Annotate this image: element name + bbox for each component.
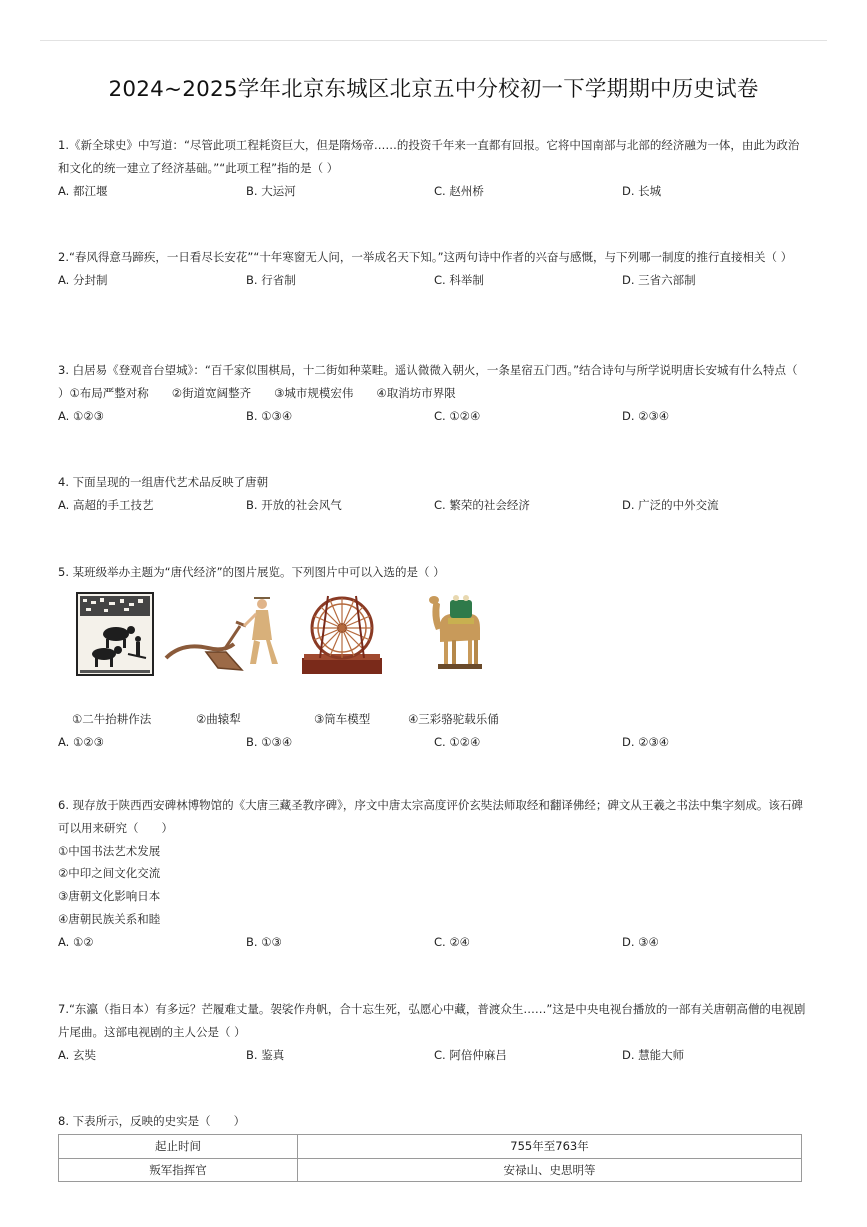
option-c[interactable]: C. ①②④ xyxy=(434,734,481,749)
option-row xyxy=(58,269,806,292)
option-b[interactable]: B. ①③ xyxy=(246,934,282,949)
option-row xyxy=(58,931,806,954)
picture-row xyxy=(58,588,806,706)
option-c[interactable]: C. 赵州桥 xyxy=(434,183,484,198)
sancai-camel-image xyxy=(420,592,496,676)
option-d[interactable]: D. ③④ xyxy=(622,934,659,949)
table-row xyxy=(59,1134,802,1158)
option-b[interactable]: B. 鉴真 xyxy=(246,1047,285,1062)
option-c[interactable]: C. 繁荣的社会经济 xyxy=(434,497,530,512)
history-table xyxy=(58,1134,802,1183)
question-4 xyxy=(58,471,806,517)
page-title: 2024~2025学年北京东城区北京五中分校初一下学期期中历史试卷 xyxy=(108,77,759,102)
option-b[interactable]: B. 开放的社会风气 xyxy=(246,497,342,512)
table-cell: 755年至763年 xyxy=(298,1134,802,1158)
question-1 xyxy=(58,134,806,203)
question-stem: 2.“春风得意马蹄疾，一日看尽长安花”“十年寒窗无人问，一举成名天下知。”这两句诗中作者的兴奋与感慨，与下列哪一制度的推行直接相关（ ） xyxy=(58,250,793,264)
option-a[interactable]: A. ①②③ xyxy=(58,734,104,749)
option-d[interactable]: D. 广泛的中外交流 xyxy=(622,497,719,512)
statement-item: ②中印之间文化交流 xyxy=(58,866,161,881)
question-stem: 7.“东瀛（指日本）有多远？芒履难丈量。袈裟作舟帆，合十忘生死，弘愿心中藏，普渡众生……”这是中央电视台播放的一部有关唐朝高僧的电视剧片尾曲。这部电视剧的主人公是（ ） xyxy=(58,1002,806,1039)
option-c[interactable]: C. 科举制 xyxy=(434,272,484,287)
option-row xyxy=(58,405,806,428)
option-d[interactable]: D. 慧能大师 xyxy=(622,1047,685,1062)
picture-label: ④三彩骆驼载乐俑 xyxy=(408,711,499,726)
picture-label: ③筒车模型 xyxy=(314,711,371,726)
option-row xyxy=(58,494,806,517)
picture-label: ①二牛抬耕作法 xyxy=(72,711,152,726)
option-b[interactable]: B. ①③④ xyxy=(246,734,293,749)
option-b[interactable]: B. 行省制 xyxy=(246,272,296,287)
option-row xyxy=(58,180,806,203)
option-c[interactable]: C. 阿倍仲麻吕 xyxy=(434,1047,507,1062)
question-stem: 5. 某班级举办主题为“唐代经济”的图片展览。下列图片中可以入选的是（ ） xyxy=(58,565,445,579)
option-a[interactable]: A. ①② xyxy=(58,934,94,949)
question-stem: 6. 现存放于陕西西安碑林博物馆的《大唐三藏圣教序碑》，序文中唐太宗高度评价玄奘法师取经和翻译佛经；碑文从王羲之书法中集字刻成。该石碑可以用来研究（ ） xyxy=(58,798,803,835)
question-5 xyxy=(58,561,806,754)
statement-item: ③唐朝文化影响日本 xyxy=(58,889,161,904)
option-a[interactable]: A. 玄奘 xyxy=(58,1047,96,1062)
table-cell: 叛军指挥官 xyxy=(59,1158,298,1182)
picture-label-row xyxy=(58,708,806,731)
top-divider xyxy=(40,40,827,41)
question-3 xyxy=(58,359,806,428)
option-row xyxy=(58,1044,806,1067)
table-cell: 起止时间 xyxy=(59,1134,298,1158)
question-stem: 1.《新全球史》中写道：“尽管此项工程耗资巨大，但是隋炀帝……的投资千年来一直都有回报。它将中国南部与北部的经济融为一体，由此为政治和文化的统一建立了经济基础。”“此项工程”指的是（ ） xyxy=(58,138,800,175)
question-8 xyxy=(58,1110,806,1182)
question-stem: 4. 下面呈现的一组唐代艺术品反映了唐朝 xyxy=(58,475,269,489)
curved-shaft-plow-image xyxy=(162,592,286,676)
question-6 xyxy=(58,794,806,954)
option-d[interactable]: D. 三省六部制 xyxy=(622,272,696,287)
statement-item: ④唐朝民族关系和睦 xyxy=(58,911,161,926)
option-d[interactable]: D. 长城 xyxy=(622,183,662,198)
option-c[interactable]: C. ②④ xyxy=(434,934,470,949)
two-oxen-plowing-image xyxy=(76,592,154,676)
option-b[interactable]: B. 大运河 xyxy=(246,183,296,198)
table-cell: 安禄山、史思明等 xyxy=(298,1158,802,1182)
picture-label: ②曲辕犁 xyxy=(196,711,241,726)
option-a[interactable]: A. 分封制 xyxy=(58,272,108,287)
water-wheel-model-image xyxy=(302,592,382,676)
option-a[interactable]: A. 高超的手工技艺 xyxy=(58,497,154,512)
option-a[interactable]: A. ①②③ xyxy=(58,408,104,423)
question-stem: 8. 下表所示，反映的史实是（ ） xyxy=(58,1114,246,1128)
option-d[interactable]: D. ②③④ xyxy=(622,408,670,423)
option-row xyxy=(58,731,806,754)
option-b[interactable]: B. ①③④ xyxy=(246,408,293,423)
question-stem: 3. 白居易《登观音台望城》：“百千家似围棋局，十二街如种菜畦。遥认微微入朝火，一条星宿五门西。”结合诗句与所学说明唐长安城有什么特点（ ）①布局严整对称 ②街道宽阔整齐 ③城市规模宏伟 ④取消坊市界限 xyxy=(58,363,798,400)
question-7 xyxy=(58,998,806,1067)
option-d[interactable]: D. ②③④ xyxy=(622,734,670,749)
question-2 xyxy=(58,246,806,292)
table-row xyxy=(59,1158,802,1182)
option-c[interactable]: C. ①②④ xyxy=(434,408,481,423)
statement-item: ①中国书法艺术发展 xyxy=(58,843,161,858)
option-a[interactable]: A. 都江堰 xyxy=(58,183,108,198)
